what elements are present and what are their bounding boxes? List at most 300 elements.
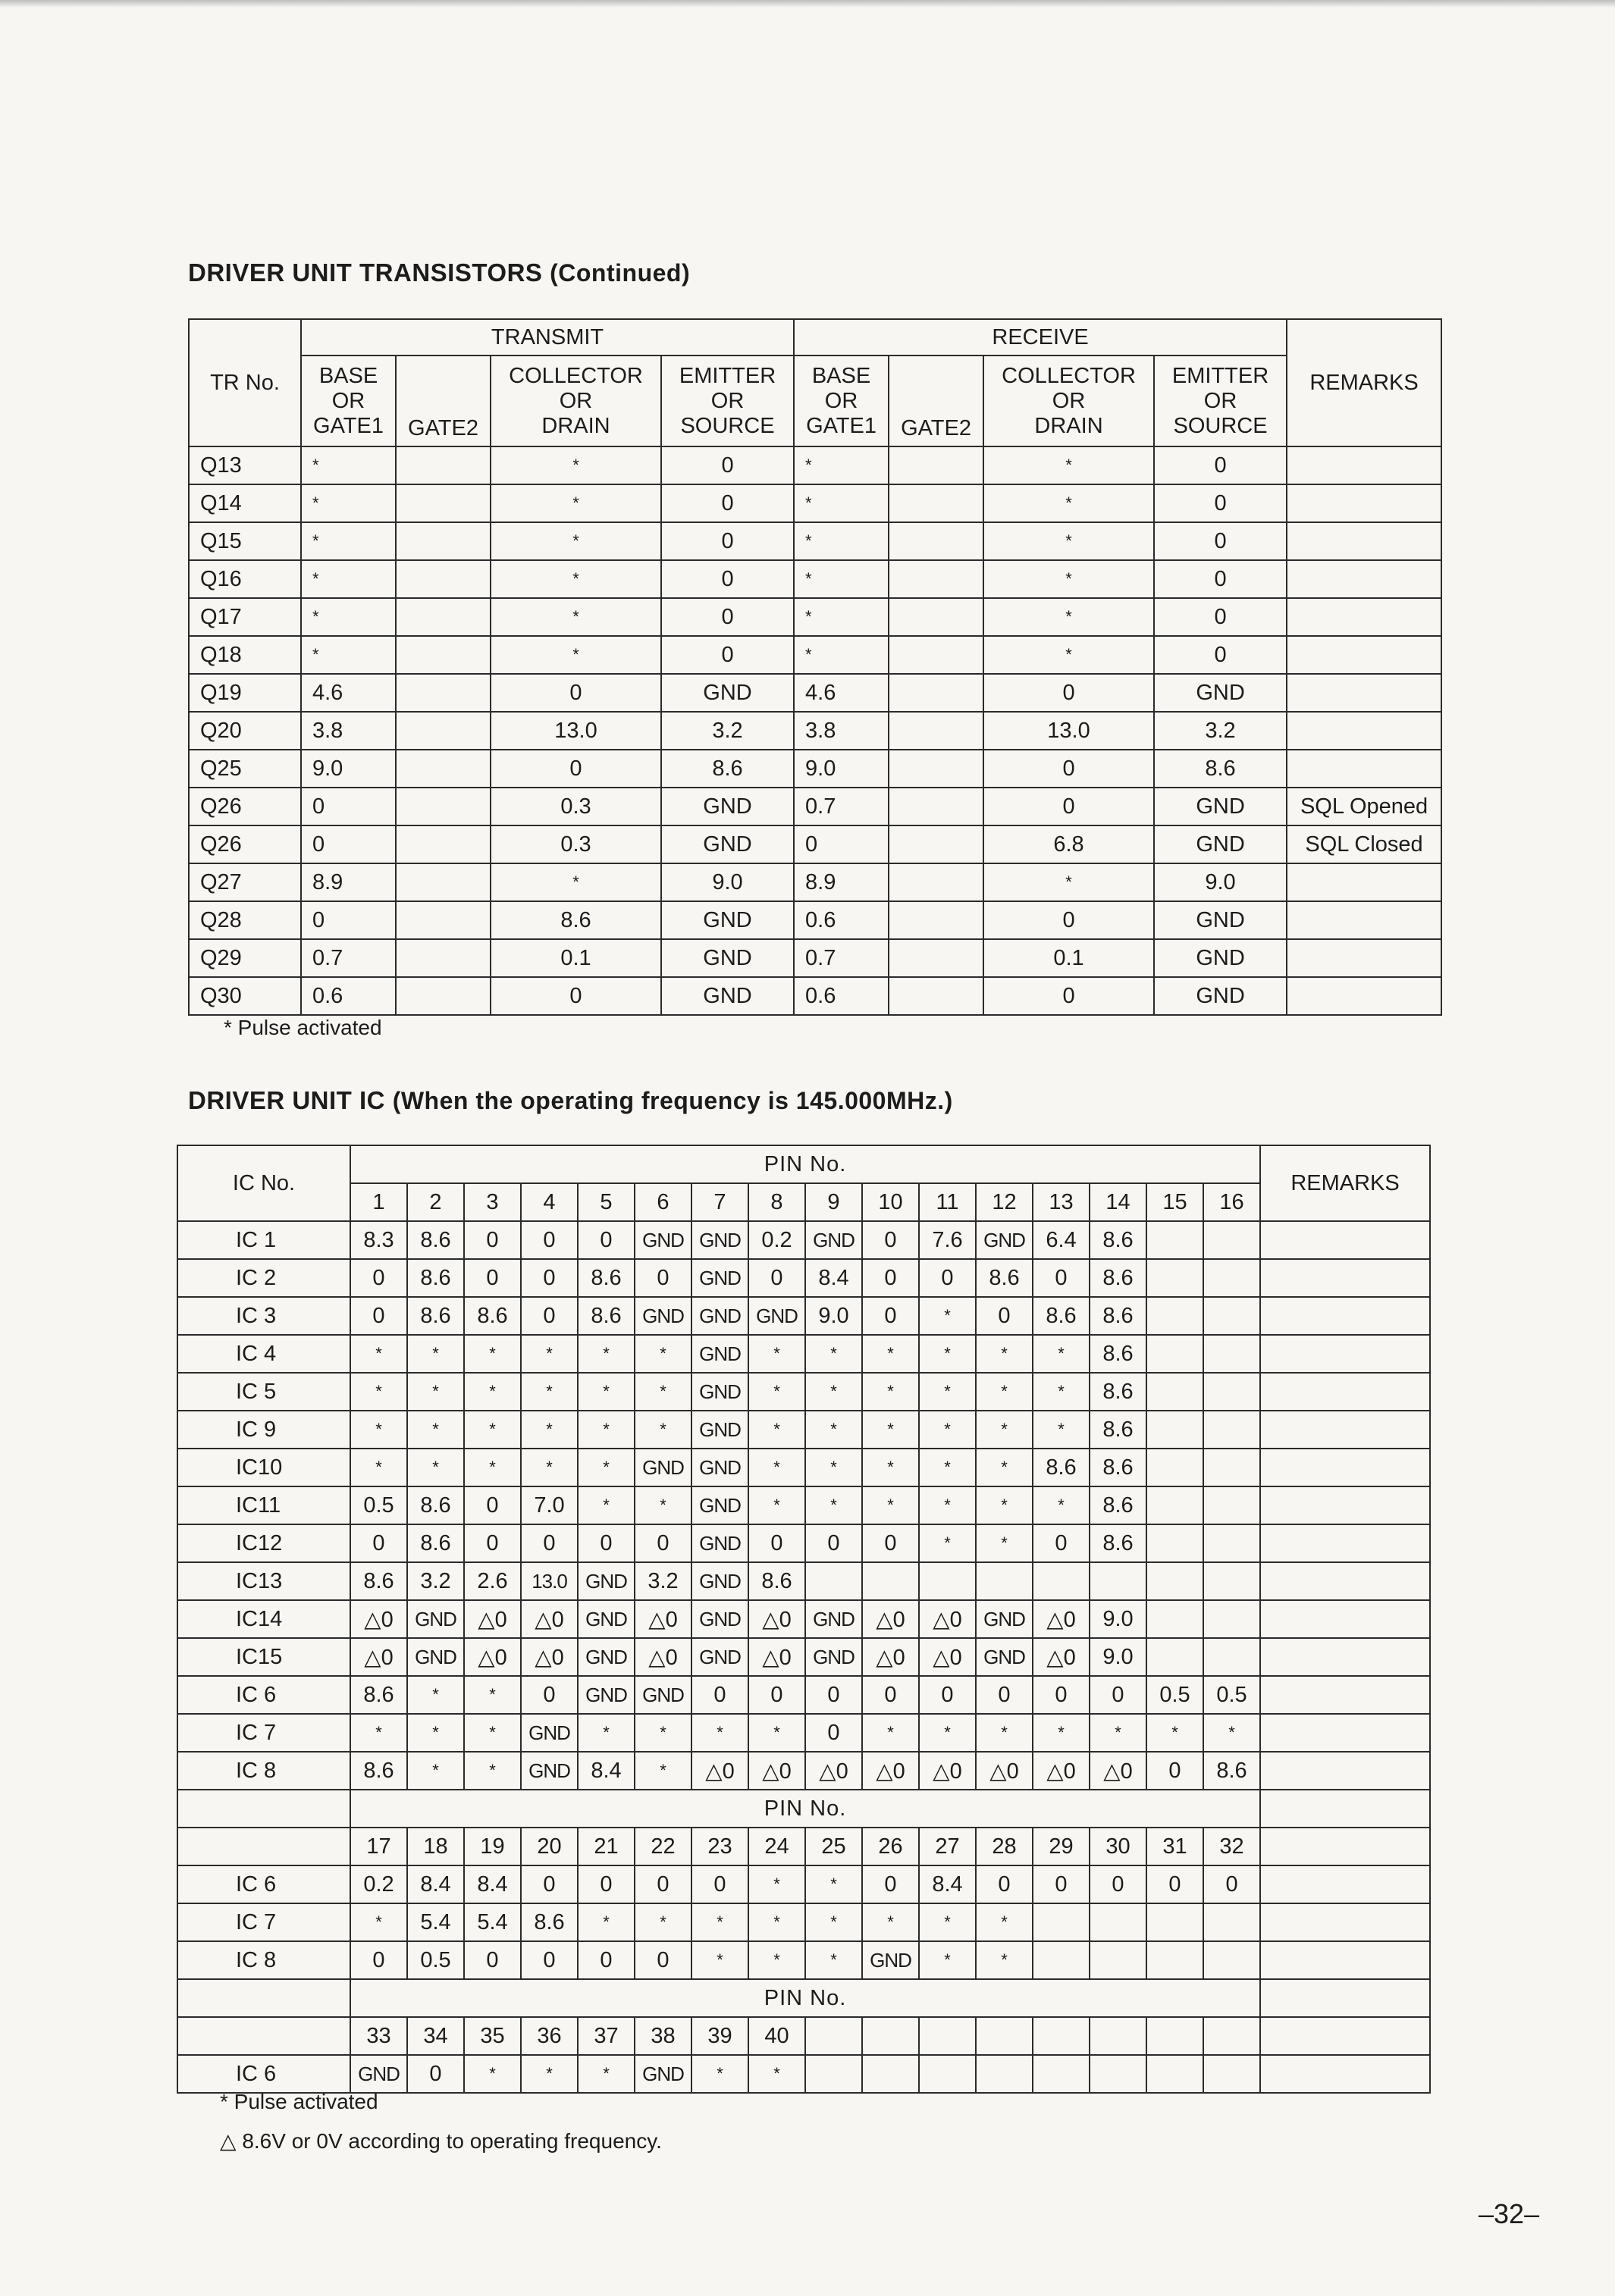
table-cell: 0 [521, 1524, 578, 1562]
table-cell: * [301, 560, 396, 598]
pin-number-cell: 9 [805, 1183, 862, 1221]
table-cell [889, 598, 983, 636]
table-cell: △0 [521, 1638, 578, 1676]
table-row [189, 977, 1441, 1015]
pin-number-cell: 38 [635, 2017, 691, 2055]
table-cell: 0 [578, 1524, 635, 1562]
transistor-table [188, 318, 1442, 1016]
table-cell: * [407, 1411, 464, 1449]
table-cell: 8.6 [407, 1221, 464, 1259]
table-cell: * [464, 1676, 521, 1714]
table-row [177, 1600, 1430, 1638]
table-cell: 0.5 [407, 1941, 464, 1979]
blank-cell [177, 1979, 350, 2017]
table-cell [396, 636, 491, 674]
table-cell: * [794, 522, 889, 560]
table-cell: 0 [983, 674, 1154, 712]
table-cell: 0 [1033, 1524, 1090, 1562]
table-cell: 0 [976, 1676, 1033, 1714]
table-cell: GND [1154, 825, 1287, 863]
table-cell: 3.2 [635, 1562, 691, 1600]
table-cell: 0 [1154, 446, 1287, 484]
table-cell: 0 [661, 598, 794, 636]
pin-number-cell: 11 [919, 1183, 976, 1221]
table-cell: * [301, 636, 396, 674]
table-cell: 0 [691, 1676, 748, 1714]
table-cell [1203, 1941, 1260, 1979]
table-cell [889, 636, 983, 674]
tr-number-cell: Q19 [189, 674, 301, 712]
table-cell: * [748, 1714, 805, 1752]
table-cell: GND [407, 1638, 464, 1676]
table-cell [889, 674, 983, 712]
table-cell: 0.6 [794, 901, 889, 939]
table-cell: * [578, 1486, 635, 1524]
pin-number-cell: 10 [862, 1183, 919, 1221]
table-cell: 9.0 [301, 750, 396, 788]
ic-table [177, 1145, 1431, 2094]
pin-number-cell: 29 [1033, 1828, 1090, 1865]
table-cell [1203, 1638, 1260, 1676]
table-cell: * [862, 1449, 919, 1486]
table-cell [396, 750, 491, 788]
table-cell: △0 [635, 1600, 691, 1638]
table-cell: 0 [661, 446, 794, 484]
table-cell: 0 [521, 1259, 578, 1297]
table-cell: * [635, 1373, 691, 1411]
table-cell: * [464, 1449, 521, 1486]
table-cell: * [301, 598, 396, 636]
table-cell: * [491, 863, 661, 901]
table-cell: 3.8 [794, 712, 889, 750]
table-cell: * [805, 1335, 862, 1373]
ic-heading [188, 1086, 953, 1115]
table-cell: 0 [491, 977, 661, 1015]
table-cell [919, 1562, 976, 1600]
ic-number-cell: IC 6 [177, 1676, 350, 1714]
pin-number-cell: 7 [691, 1183, 748, 1221]
table-cell: △0 [350, 1638, 407, 1676]
table-cell: 8.6 [1090, 1297, 1146, 1335]
pin-number-row [177, 1828, 1430, 1865]
table-cell: GND [407, 1600, 464, 1638]
table-cell: △0 [1033, 1600, 1090, 1638]
table-cell: 0 [521, 1297, 578, 1335]
table-cell: 8.6 [1090, 1411, 1146, 1449]
table-cell: * [794, 560, 889, 598]
tr-number-cell: Q14 [189, 484, 301, 522]
table-cell: * [976, 1714, 1033, 1752]
table-cell: 0 [661, 484, 794, 522]
table-cell: 0.3 [491, 788, 661, 825]
table-cell: 0 [983, 750, 1154, 788]
table-cell: 0 [661, 560, 794, 598]
table-cell: 0 [805, 1714, 862, 1752]
table-cell: △0 [862, 1752, 919, 1790]
table-cell: * [794, 446, 889, 484]
table-cell: GND [635, 1221, 691, 1259]
table-cell: 0 [1154, 560, 1287, 598]
table-cell: * [635, 1486, 691, 1524]
table-cell: * [464, 1714, 521, 1752]
pin-number-cell: 16 [1203, 1183, 1260, 1221]
table-cell: * [635, 1411, 691, 1449]
pin-number-cell: 40 [748, 2017, 805, 2055]
table-cell: GND [635, 2055, 691, 2093]
table-cell: 0.7 [794, 939, 889, 977]
table-cell: * [464, 1752, 521, 1790]
table-cell: * [464, 1373, 521, 1411]
table-cell: * [1090, 1714, 1146, 1752]
table-cell [1203, 1373, 1260, 1411]
table-cell: △0 [919, 1752, 976, 1790]
table-cell: GND [578, 1676, 635, 1714]
table-cell: GND [691, 1486, 748, 1524]
table-cell: * [862, 1903, 919, 1941]
table-cell: * [1033, 1411, 1090, 1449]
table-cell: * [464, 2055, 521, 2093]
table-cell [1146, 1335, 1203, 1373]
table-cell [396, 560, 491, 598]
table-cell: 3.8 [301, 712, 396, 750]
table-cell: 0 [464, 1941, 521, 1979]
table-cell: GND [1154, 901, 1287, 939]
table-cell [396, 863, 491, 901]
table-cell: 0 [350, 1941, 407, 1979]
table-cell: 0 [862, 1221, 919, 1259]
table-cell: GND [691, 1638, 748, 1676]
table-cell: 9.0 [661, 863, 794, 901]
table-cell: 8.6 [748, 1562, 805, 1600]
table-cell: 8.6 [578, 1297, 635, 1335]
table-cell: * [919, 1449, 976, 1486]
remarks-cell [1260, 1562, 1430, 1600]
table-cell: 0 [350, 1524, 407, 1562]
table-cell: * [983, 598, 1154, 636]
table-cell: GND [635, 1449, 691, 1486]
table-cell: 8.6 [350, 1752, 407, 1790]
table-cell: 8.9 [794, 863, 889, 901]
table-cell [1090, 1903, 1146, 1941]
table-cell: 8.4 [919, 1865, 976, 1903]
pin-number-cell: 19 [464, 1828, 521, 1865]
pin-number-cell: 8 [748, 1183, 805, 1221]
table-cell: * [491, 446, 661, 484]
ic-number-cell: IC13 [177, 1562, 350, 1600]
table-cell: * [1033, 1335, 1090, 1373]
pin-number-cell: 18 [407, 1828, 464, 1865]
table-cell [889, 788, 983, 825]
table-cell: 0 [919, 1259, 976, 1297]
table-cell: GND [976, 1638, 1033, 1676]
tr-no-header: TR No. [189, 319, 301, 446]
table-row [177, 1752, 1430, 1790]
table-cell: GND [691, 1449, 748, 1486]
remarks-cell [1260, 1714, 1430, 1752]
table-cell: GND [521, 1714, 578, 1752]
tr-number-cell: Q16 [189, 560, 301, 598]
ic-number-cell: IC15 [177, 1638, 350, 1676]
table-cell: * [1203, 1714, 1260, 1752]
table-cell [889, 825, 983, 863]
table-cell: GND [661, 788, 794, 825]
table-cell: GND [691, 1411, 748, 1449]
table-cell: * [919, 1524, 976, 1562]
table-cell: * [350, 1449, 407, 1486]
ic-number-cell: IC 9 [177, 1411, 350, 1449]
table-cell: 0 [464, 1221, 521, 1259]
pin-number-cell: 28 [976, 1828, 1033, 1865]
table-cell: 0 [983, 788, 1154, 825]
remarks-cell [1260, 1373, 1430, 1411]
table-cell: * [691, 2055, 748, 2093]
table-cell: * [748, 1941, 805, 1979]
receive-header: RECEIVE [794, 319, 1287, 356]
table-cell: 13.0 [983, 712, 1154, 750]
table-cell: 4.6 [794, 674, 889, 712]
pin-number-cell: 15 [1146, 1183, 1203, 1221]
pin-no-header: PIN No. [350, 1979, 1260, 2017]
table-cell [1146, 1524, 1203, 1562]
remarks-cell [1260, 1828, 1430, 1865]
table-cell: △0 [805, 1752, 862, 1790]
table-cell: 2.6 [464, 1562, 521, 1600]
table-cell: * [578, 1373, 635, 1411]
table-cell: △0 [919, 1638, 976, 1676]
transmit-header: TRANSMIT [301, 319, 794, 356]
table-cell [396, 484, 491, 522]
table-cell: * [919, 1903, 976, 1941]
pin-label-row [177, 1790, 1430, 1828]
pin-number-cell [805, 2017, 862, 2055]
table-cell: * [491, 560, 661, 598]
table-cell: 0 [1203, 1865, 1260, 1903]
table-cell: 0 [491, 674, 661, 712]
table-cell: 7.6 [919, 1221, 976, 1259]
transistors-subtitle: (Continued) [550, 259, 691, 287]
table-cell: 8.6 [407, 1524, 464, 1562]
pin-number-cell: 31 [1146, 1828, 1203, 1865]
table-cell: 8.3 [350, 1221, 407, 1259]
table-row [177, 1941, 1430, 1979]
table-cell [1146, 1941, 1203, 1979]
blank-cell [177, 1828, 350, 1865]
table-cell: * [491, 522, 661, 560]
remarks-cell [1287, 636, 1441, 674]
table-cell: 8.6 [464, 1297, 521, 1335]
pin-number-cell: 4 [521, 1183, 578, 1221]
transistor-table-body [189, 446, 1441, 1015]
table-row [177, 1903, 1430, 1941]
rx-collector-header: COLLECTOR OR DRAIN [983, 356, 1154, 446]
table-cell: * [805, 1903, 862, 1941]
ic-number-cell: IC 5 [177, 1373, 350, 1411]
table-cell: * [301, 484, 396, 522]
table-cell: GND [805, 1221, 862, 1259]
table-cell: * [1146, 1714, 1203, 1752]
remarks-cell [1287, 712, 1441, 750]
table-cell: 8.6 [976, 1259, 1033, 1297]
tr-number-cell: Q26 [189, 825, 301, 863]
table-cell: 0 [983, 977, 1154, 1015]
table-cell: 3.2 [661, 712, 794, 750]
table-cell: 0 [350, 1259, 407, 1297]
table-cell: * [976, 1335, 1033, 1373]
table-cell: 8.6 [350, 1676, 407, 1714]
table-cell: 3.2 [1154, 712, 1287, 750]
table-cell: 0 [748, 1259, 805, 1297]
remarks-cell [1287, 977, 1441, 1015]
table-cell: 0 [1033, 1865, 1090, 1903]
ic-title: DRIVER UNIT IC [188, 1086, 386, 1114]
table-cell [1203, 1335, 1260, 1373]
table-cell: * [748, 1411, 805, 1449]
table-cell: 0 [805, 1524, 862, 1562]
ic-number-cell: IC 8 [177, 1752, 350, 1790]
table-cell: * [491, 598, 661, 636]
remarks-cell [1287, 901, 1441, 939]
table-cell: * [521, 1335, 578, 1373]
table-cell [1146, 1903, 1203, 1941]
table-row [189, 712, 1441, 750]
table-cell: GND [1154, 788, 1287, 825]
tr-number-cell: Q18 [189, 636, 301, 674]
remarks-cell [1287, 939, 1441, 977]
table-cell: 0 [635, 1865, 691, 1903]
page-number: –32– [1479, 2198, 1540, 2229]
table-cell: * [805, 1449, 862, 1486]
table-cell: 8.6 [407, 1297, 464, 1335]
table-cell: 0 [521, 1941, 578, 1979]
pin-number-cell: 3 [464, 1183, 521, 1221]
table-cell: 0 [691, 1865, 748, 1903]
table-cell [862, 1562, 919, 1600]
table-cell: 8.6 [407, 1486, 464, 1524]
remarks-cell [1287, 560, 1441, 598]
table-row [189, 636, 1441, 674]
remarks-cell [1260, 1297, 1430, 1335]
table-cell: 0 [635, 1524, 691, 1562]
table-cell: GND [691, 1373, 748, 1411]
table-cell: △0 [919, 1600, 976, 1638]
tr-number-cell: Q26 [189, 788, 301, 825]
table-row [177, 1373, 1430, 1411]
table-cell: * [983, 560, 1154, 598]
table-cell: 8.6 [350, 1562, 407, 1600]
table-cell: 9.0 [1090, 1638, 1146, 1676]
table-cell: 6.4 [1033, 1221, 1090, 1259]
tx-collector-header: COLLECTOR OR DRAIN [491, 356, 661, 446]
table-cell: * [578, 1411, 635, 1449]
table-cell: * [407, 1714, 464, 1752]
table-cell [396, 901, 491, 939]
tr-number-cell: Q15 [189, 522, 301, 560]
table-row [189, 863, 1441, 901]
pin-number-cell: 27 [919, 1828, 976, 1865]
table-cell: △0 [862, 1638, 919, 1676]
table-cell: GND [578, 1638, 635, 1676]
table-cell [889, 750, 983, 788]
table-cell: 8.6 [407, 1259, 464, 1297]
remarks-cell [1287, 446, 1441, 484]
table-cell: * [521, 1449, 578, 1486]
table-cell: * [976, 1941, 1033, 1979]
table-cell: 0 [1146, 1865, 1203, 1903]
table-cell: * [983, 863, 1154, 901]
ic-footnote-frequency: △ 8.6V or 0V according to operating frequency. [220, 2129, 662, 2153]
table-cell: * [976, 1411, 1033, 1449]
table-cell: 6.8 [983, 825, 1154, 863]
table-cell: 0 [350, 1297, 407, 1335]
table-cell [805, 2055, 862, 2093]
table-row [177, 1486, 1430, 1524]
table-cell: 0 [1033, 1676, 1090, 1714]
table-cell [396, 939, 491, 977]
table-cell [1090, 1562, 1146, 1600]
tx-gate2-header: GATE2 [396, 356, 491, 446]
table-cell: 5.4 [464, 1903, 521, 1941]
table-cell: 0 [578, 1221, 635, 1259]
table-cell: 0.5 [1203, 1676, 1260, 1714]
table-cell: △0 [350, 1600, 407, 1638]
pin-number-cell: 21 [578, 1828, 635, 1865]
table-cell: * [862, 1373, 919, 1411]
ic-number-cell: IC12 [177, 1524, 350, 1562]
table-cell: 8.6 [1090, 1335, 1146, 1373]
table-cell: * [862, 1486, 919, 1524]
table-row [177, 1259, 1430, 1297]
table-cell [1203, 1297, 1260, 1335]
table-cell: * [983, 446, 1154, 484]
table-cell: 9.0 [794, 750, 889, 788]
rx-base-header: BASE OR GATE1 [794, 356, 889, 446]
table-row [177, 1221, 1430, 1259]
table-cell: 0 [748, 1676, 805, 1714]
table-cell [862, 2055, 919, 2093]
table-cell [889, 446, 983, 484]
ic-number-cell: IC 2 [177, 1259, 350, 1297]
table-cell: 0 [1154, 598, 1287, 636]
remarks-cell [1260, 1335, 1430, 1373]
table-cell: * [407, 1449, 464, 1486]
table-cell: 0 [521, 1221, 578, 1259]
table-cell: * [805, 1373, 862, 1411]
table-cell: * [794, 636, 889, 674]
remarks-header: REMARKS [1287, 319, 1441, 446]
blank-cell [177, 1790, 350, 1828]
remarks-cell [1260, 1486, 1430, 1524]
remarks-cell [1287, 522, 1441, 560]
table-cell: 0 [1033, 1259, 1090, 1297]
table-cell [1146, 1373, 1203, 1411]
remarks-cell [1260, 2017, 1430, 2055]
pin-number-cell [1203, 2017, 1260, 2055]
table-cell: 0 [862, 1259, 919, 1297]
table-cell [1203, 1903, 1260, 1941]
ic-number-cell: IC 1 [177, 1221, 350, 1259]
table-row [177, 1676, 1430, 1714]
table-cell: * [805, 1411, 862, 1449]
table-cell [1203, 1411, 1260, 1449]
table-row [189, 560, 1441, 598]
table-cell: GND [521, 1752, 578, 1790]
tr-number-cell: Q20 [189, 712, 301, 750]
transistor-header-row [189, 319, 1441, 356]
table-cell: * [919, 1411, 976, 1449]
table-cell: * [521, 1373, 578, 1411]
table-cell: 0 [862, 1297, 919, 1335]
table-cell: GND [1154, 939, 1287, 977]
